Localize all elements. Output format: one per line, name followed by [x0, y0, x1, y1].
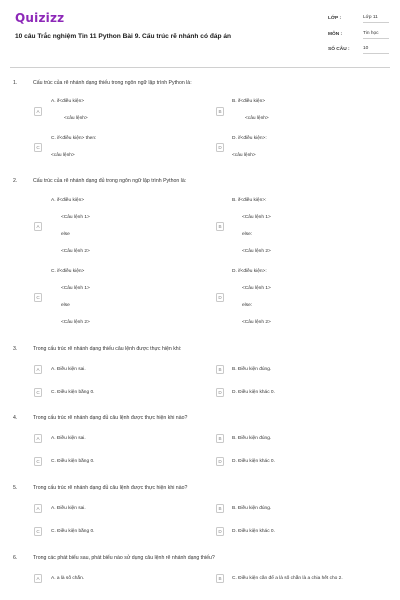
meta-class-label: LỚP : [328, 16, 342, 21]
option-b-line-2: <câu lệnh> [245, 116, 269, 121]
meta-count-label: SỐ CÂU : [328, 47, 350, 52]
option-a-line-3: else [61, 232, 70, 237]
option-a-checkbox[interactable]: A [34, 434, 42, 443]
option-d-line-1: D. if<điều kiện>: [232, 136, 267, 141]
brand-logo: Quizizz [15, 11, 65, 25]
option-a-checkbox[interactable]: A [34, 504, 42, 513]
meta-subject-value: Tin học [363, 31, 389, 39]
question-text: Trong cấu trúc rẽ nhánh dạng đủ câu lệnh được thực hiện khi nào? [33, 415, 188, 421]
option-d-line-1: D. if<điều kiện>: [232, 269, 267, 274]
option-b-checkbox[interactable]: B [216, 434, 224, 443]
option-b-line-3: else: [242, 232, 253, 237]
question-number: 4. [13, 415, 18, 421]
option-a-checkbox[interactable]: A [34, 107, 42, 116]
meta-subject [328, 32, 388, 37]
question-text: Trong các phát biểu sau, phát biểu nào sử dụng câu lệnh rẽ nhánh dạng thiếu? [33, 555, 215, 561]
question-number: 5. [13, 485, 18, 491]
option-c-line-2: <Câu lệnh 1> [61, 286, 90, 291]
question-number: 2. [13, 178, 18, 184]
option-d-text: D. Điều kiện khác 0. [232, 390, 275, 395]
option-d-checkbox[interactable]: D [216, 388, 224, 397]
option-c-line-2: <câu lệnh> [51, 153, 75, 158]
option-d-line-2: <Câu lệnh 1> [242, 286, 271, 291]
question-text: Trong cấu trúc rẽ nhánh dạng thiếu câu lệnh được thực hiện khi: [33, 346, 182, 352]
option-d-line-2: <câu lệnh> [232, 153, 256, 158]
option-b-text: B. Điều kiện đúng. [232, 436, 272, 441]
question-text: Cấu trúc của rẽ nhánh dạng đủ trong ngôn ngữ lập trình Python là: [33, 178, 187, 184]
option-d-line-4: <Câu lệnh 2> [242, 320, 271, 325]
option-b-line-4: <Câu lệnh 2> [242, 249, 271, 254]
meta-subject-label: MÔN : [328, 32, 343, 37]
option-a-checkbox[interactable]: A [34, 222, 42, 231]
option-d-text: D. Điều kiện khác 0. [232, 529, 275, 534]
option-b-text: B. Điều kiện đúng. [232, 506, 272, 511]
option-c-checkbox[interactable]: C [34, 143, 42, 152]
option-b-line-1: B. if<điều kiện> [232, 99, 266, 104]
option-c-checkbox[interactable]: C [34, 293, 42, 302]
option-c-text: C. Điều kiện bằng 0. [51, 390, 95, 395]
option-d-checkbox[interactable]: D [216, 293, 224, 302]
meta-class-value: Lớp 11 [363, 15, 389, 23]
option-d-checkbox[interactable]: D [216, 527, 224, 536]
option-c-line-3: else [61, 303, 70, 308]
option-a-line-2: <câu lệnh> [64, 116, 88, 121]
option-a-line-1: A. if<điều kiện> [51, 99, 85, 104]
option-d-checkbox[interactable]: D [216, 457, 224, 466]
option-d-text: D. Điều kiện khác 0. [232, 459, 275, 464]
option-c-checkbox[interactable]: C [34, 457, 42, 466]
option-c-line-1: C. if<điều kiện> [51, 269, 85, 274]
option-a-line-1: A. if<điều kiện> [51, 198, 85, 203]
option-c-checkbox[interactable]: C [34, 388, 42, 397]
question-number: 3. [13, 346, 18, 352]
option-b-checkbox[interactable]: B [216, 222, 224, 231]
option-b-checkbox[interactable]: B [216, 504, 224, 513]
question-text: Cấu trúc của rẽ nhánh dạng thiếu trong ngôn ngữ lập trình Python là: [33, 80, 192, 86]
option-a-checkbox[interactable]: A [34, 574, 42, 583]
option-c-checkbox[interactable]: C [34, 527, 42, 536]
question-text: Trong cấu trúc rẽ nhánh dạng đủ câu lệnh được thực hiện khi nào? [33, 485, 188, 491]
option-d-checkbox[interactable]: D [216, 143, 224, 152]
option-a-text: A. Điều kiện sai. [51, 506, 86, 511]
option-a-text: A. a là số chẵn. [51, 576, 85, 581]
option-c-text: C. Điều kiện bằng 0. [51, 459, 95, 464]
option-b-checkbox[interactable]: B [216, 365, 224, 374]
quiz-title: 10 câu Trắc nghiệm Tin 11 Python Bài 9. Cấu trúc rẽ nhánh có đáp án [15, 33, 232, 40]
option-b-text: B. Điều kiện đúng. [232, 367, 272, 372]
question-number: 1. [13, 80, 18, 86]
option-a-checkbox[interactable]: A [34, 365, 42, 374]
option-c-line-1: C. if<điều kiện> then: [51, 136, 97, 141]
option-a-text: A. Điều kiện sai. [51, 367, 86, 372]
meta-count [328, 47, 388, 52]
option-c-line-4: <Câu lệnh 2> [61, 320, 90, 325]
option-b-line-2: <Câu lệnh 1> [242, 215, 271, 220]
option-b-text: C. Điều kiện cần để a là số chẵn là a chia hết cho 2. [232, 576, 343, 581]
header-divider [10, 67, 390, 68]
option-b-checkbox[interactable]: B [216, 107, 224, 116]
option-b-checkbox[interactable]: B [216, 574, 224, 583]
question-number: 6. [13, 555, 18, 561]
option-d-line-3: else: [242, 303, 253, 308]
meta-count-value: 10 [363, 46, 389, 54]
option-c-text: C. Điều kiện bằng 0. [51, 529, 95, 534]
meta-class [328, 16, 388, 21]
option-a-text: A. Điều kiện sai. [51, 436, 86, 441]
option-b-line-1: B. if<điều kiện>: [232, 198, 267, 203]
option-a-line-2: <Câu lệnh 1> [61, 215, 90, 220]
option-a-line-4: <Câu lệnh 2> [61, 249, 90, 254]
